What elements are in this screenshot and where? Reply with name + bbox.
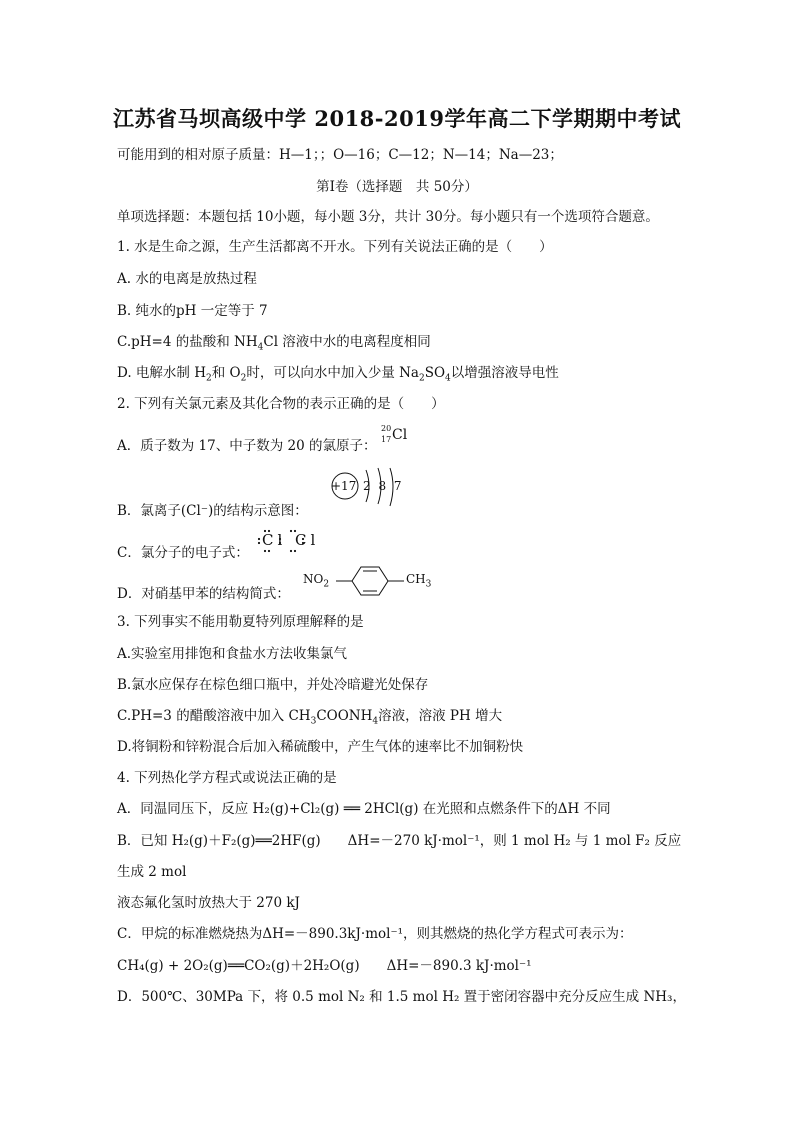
q3-option-d: D.将铜粉和锌粉混合后加入稀硫酸中，产生气体的速率比不加铜粉快 — [117, 739, 524, 755]
q2-stem: 2. 下列有关氯元素及其化合物的表示正确的是（ ） — [117, 396, 445, 412]
instruction: 单项选择题：本题包括 10小题，每小题 3分，共计 30分。每小题只有一个选项符合题意。 — [117, 209, 659, 225]
q3-option-b: B.氯水应保存在棕色细口瓶中，并处冷暗避光处保存 — [117, 677, 429, 693]
q2-option-b: B．氯离子(Cl⁻)的结构示意图： — [117, 503, 308, 519]
electron-shells: 2 8 7 — [363, 479, 404, 493]
nitro-group: $NO_2$ — [303, 572, 330, 590]
atomic-masses: 可能用到的相对原子质量：H—1；；O—16；C—12；N—14；Na—23； — [117, 147, 563, 163]
q3-option-c: C.PH=3 的醋酸溶液中加入 $CH_3COONH_4$溶液，溶液 PH 增大 — [117, 708, 503, 727]
q1-option-c: C.pH=4 的盐酸和 $NH_4Cl$ 溶液中水的电离程度相同 — [117, 334, 431, 353]
nucleus-label: +17 — [331, 479, 357, 493]
q1-option-d: D. 电解水制 $H_2$和 $O_2$时，可以向水中加入少量 $Na_2SO_4$以增强溶液导电性 — [117, 365, 559, 384]
q1-option-b: B. 纯水的pH 一定等于 7 — [117, 303, 268, 319]
isotope-notation: 20 17 Cl — [381, 424, 408, 444]
q1-stem: 1. 水是生命之源，生产生活都离不开水。下列有关说法正确的是（ ） — [117, 239, 553, 255]
q3-option-a: A.实验室用排饱和食盐水方法收集氯气 — [117, 646, 348, 662]
section-heading: 第Ⅰ卷（选择题 共 50分） — [316, 179, 478, 195]
q4-option-b-line3: 液态氟化氢时放热大于 270 kJ — [117, 895, 300, 911]
page-title: 江苏省马坝高级中学 2018-2019学年高二下学期期中考试 — [113, 106, 681, 131]
q2-option-d: D．对硝基甲苯的结构简式： — [117, 586, 290, 602]
q4-option-a: A．同温同压下，反应 H₂(g)+Cl₂(g) ══ 2HCl(g) 在光照和点燃条件下的ΔH 不同 — [117, 801, 611, 817]
methyl-group: $CH_3$ — [406, 572, 432, 590]
q4-option-b-line1: B．已知 H₂(g)＋F₂(g)══2HF(g) ΔH=－270 kJ·mol⁻¹，则 1 mol H₂ 与 1 mol F₂ 反应 — [117, 833, 682, 849]
q4-stem: 4. 下列热化学方程式或说法正确的是 — [117, 770, 337, 786]
q4-option-b-line2: 生成 2 mol — [117, 864, 187, 880]
q2-option-a: A．质子数为 17、中子数为 20 的氯原子： — [117, 438, 377, 454]
q3-stem: 3. 下列事实不能用勒夏特列原理解释的是 — [117, 614, 364, 630]
q4-option-c-line2: CH₄(g) + 2O₂(g)══CO₂(g)＋2H₂O(g) ΔH=－890.3 kJ·mol⁻¹ — [117, 958, 532, 974]
q1-option-a: A. 水的电离是放热过程 — [117, 271, 257, 287]
q2-option-c: C．氯分子的电子式： — [117, 545, 249, 561]
chlorine-formula: Cl Cl — [262, 531, 320, 549]
q4-option-d: D．500℃、30MPa 下，将 0.5 mol N₂ 和 1.5 mol H₂ 置于密闭容器中充分反应生成 NH₃， — [117, 989, 686, 1005]
q4-option-c-line1: C．甲烷的标准燃烧热为ΔH=－890.3kJ·mol⁻¹，则其燃烧的热化学方程式可表示为： — [117, 926, 633, 942]
